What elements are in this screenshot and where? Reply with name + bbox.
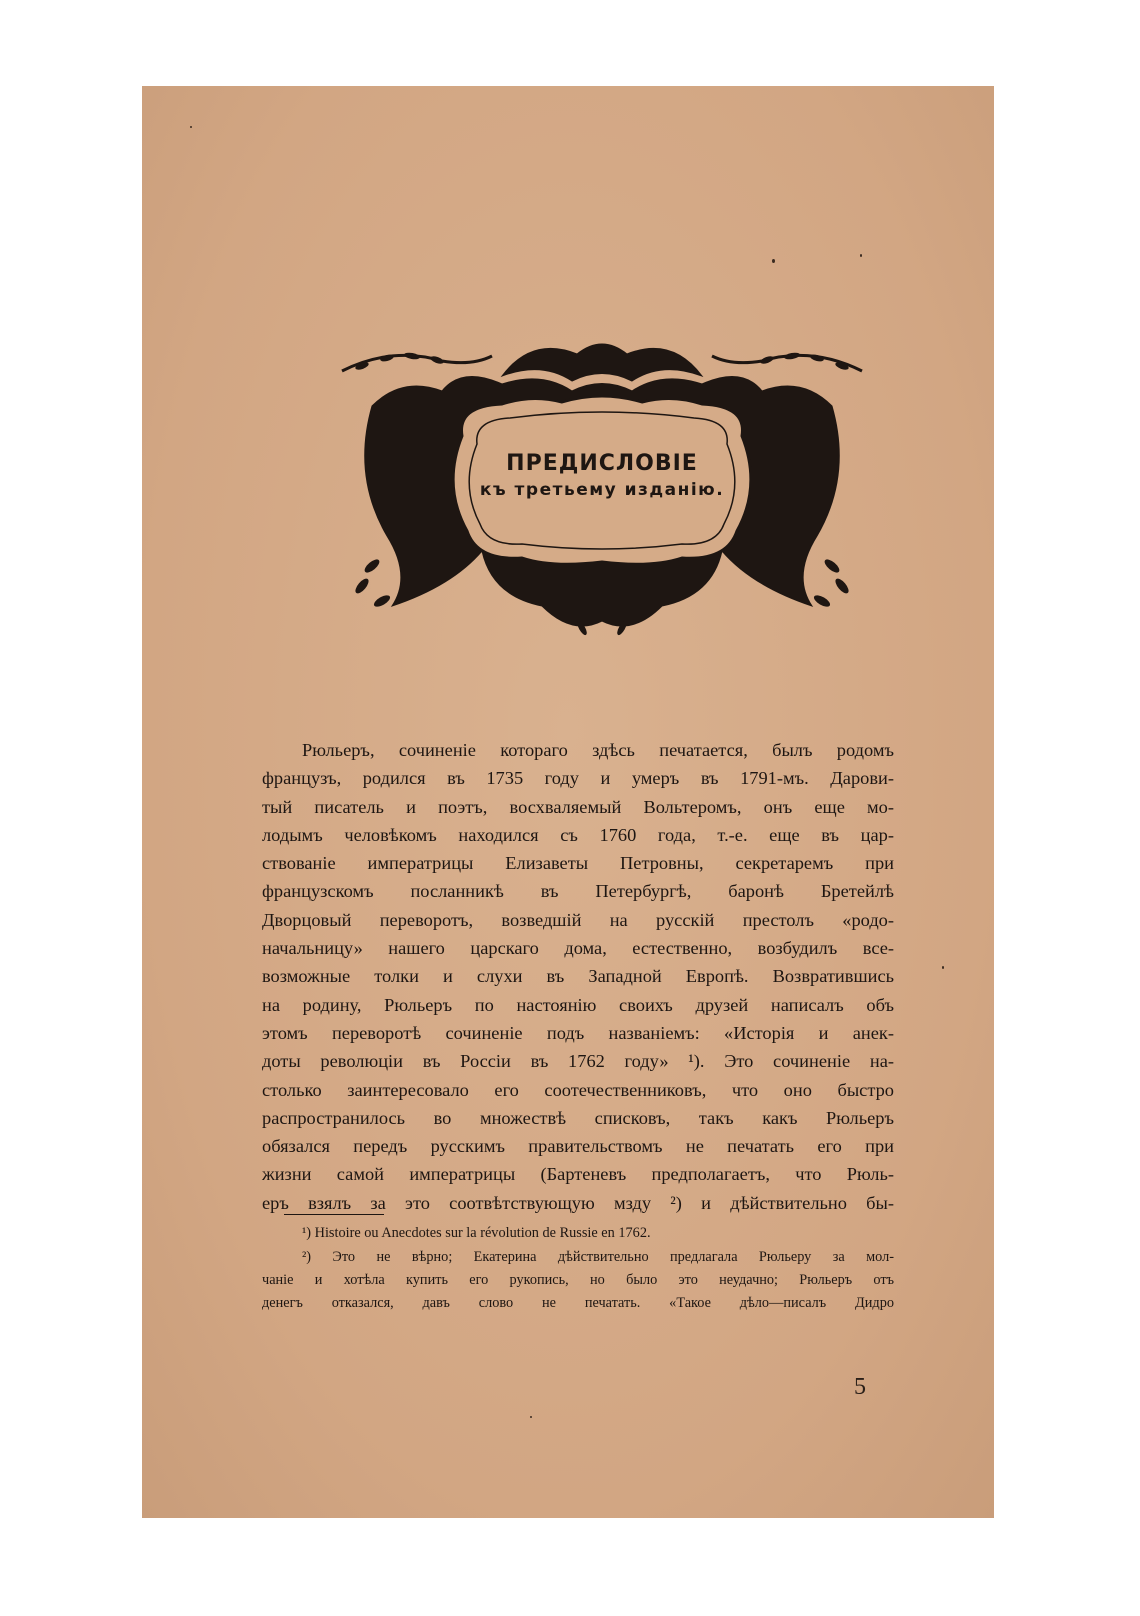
footnote-1 (262, 1222, 894, 1245)
footnote-line: ¹) Histoire ou Anecdotes sur la révolution de Russie en 1762. (302, 1225, 651, 1241)
page-number: 5 (854, 1374, 866, 1400)
text-line: распространилось во множествѣ списковъ, такъ какъ Рюльеръ (262, 1107, 894, 1128)
text-line: обязался передъ русскимъ правительствомъ не печатать его при (262, 1136, 894, 1157)
footnote-line: денегъ отказался, давъ слово не печатать. «Такое дѣло—писалъ Дидро (262, 1295, 894, 1311)
text-line: начальницу» нашего царскаго дома, естественно, возбудилъ все- (262, 938, 894, 959)
preface-subtitle: къ третьему изданію. (479, 480, 725, 500)
main-text (262, 736, 894, 1217)
text-line: возможные толки и слухи въ Западной Европѣ. Возвратившись (262, 966, 894, 987)
text-line: жизни самой императрицы (Бартеневъ предполагаетъ, что Рюль- (262, 1164, 894, 1185)
text-line: на родину, Рюльеръ по настоянію своихъ друзей написалъ объ (262, 994, 894, 1015)
footnote-separator (284, 1214, 384, 1215)
paper-speck (530, 1416, 532, 1418)
text-line: Дворцовый переворотъ, возведшій на русскій престолъ «родо- (262, 909, 894, 930)
text-line: французъ, родился въ 1735 году и умеръ въ 1791-мъ. Дарови- (262, 768, 894, 789)
book-page (142, 86, 994, 1518)
text-line: лодымъ человѣкомъ находился съ 1760 года, т.-е. еще въ цар- (262, 824, 894, 845)
footnote-line: ²) Это не вѣрно; Екатерина дѣйствительно предлагала Рюльеру за мол- (302, 1249, 894, 1265)
text-line: еръ взялъ за это соотвѣтствующую мзду ²) и дѣйствительно бы- (262, 1192, 894, 1213)
text-line: доты революціи въ Россіи въ 1762 году» ¹). Это сочиненіе на- (262, 1051, 894, 1072)
text-line: этомъ переворотѣ сочиненіе подъ названіемъ: «Исторія и анек- (262, 1022, 894, 1043)
text-line: тый писатель и поэтъ, восхваляемый Вольтеромъ, онъ еще мо- (262, 796, 894, 817)
paper-speck (772, 259, 775, 263)
paper-speck (860, 254, 862, 257)
footnote-2 (262, 1246, 894, 1315)
preface-title: ПРЕДИСЛОВІЕ (506, 451, 698, 476)
footnote-line: чаніе и хотѣла купить его рукопись, но было это неудачно; Рюльеръ отъ (262, 1272, 894, 1288)
text-line: столько заинтересовало его соотечественниковъ, что оно быстро (262, 1079, 894, 1100)
text-line: французскомъ посланникѣ въ Петербургѣ, баронѣ Бретейлѣ (262, 881, 894, 902)
text-line: ствованіе императрицы Елизаветы Петровны, секретаремъ при (262, 853, 894, 874)
paper-speck (942, 966, 944, 969)
paper-speck (190, 126, 192, 128)
title-cartouche (332, 336, 872, 636)
text-line: Рюльеръ, сочиненіе котораго здѣсь печатается, былъ родомъ (302, 740, 894, 760)
